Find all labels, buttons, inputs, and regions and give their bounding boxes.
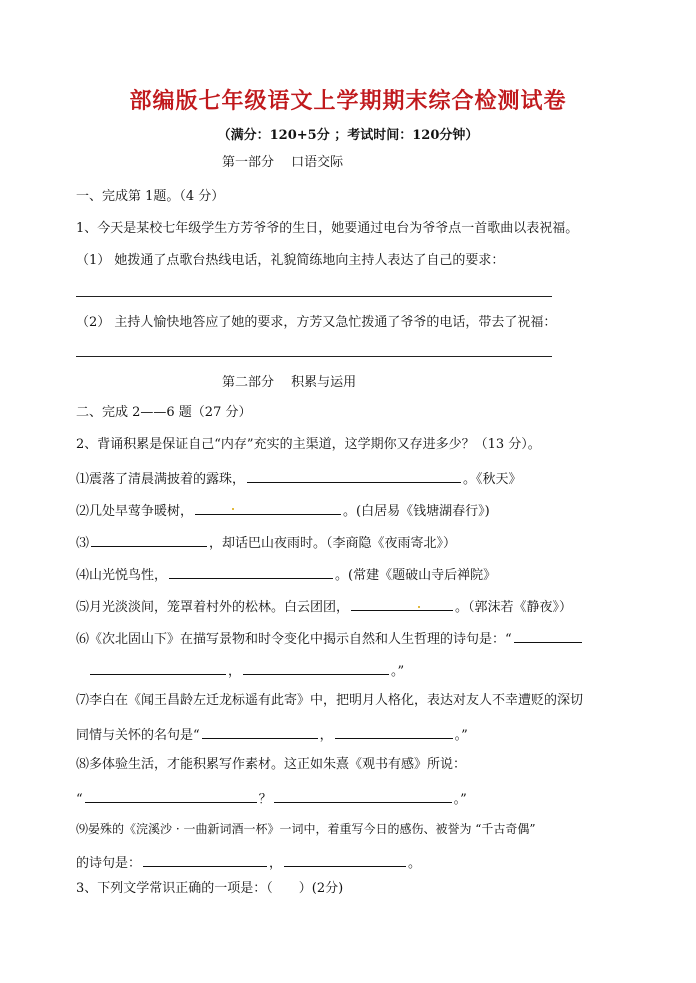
item-9-blank-b[interactable]	[284, 852, 406, 867]
item-8-separator: ？	[258, 792, 272, 807]
item-2-source: 。(白居易《钱塘湖春行》)	[343, 504, 490, 519]
item-1-text: ⑴震落了清晨满披着的露珠，	[76, 472, 246, 487]
item-5-text: ⑸月光淡淡间，笼罩着村外的松林。白云团团，	[76, 600, 350, 615]
item-6-end: 。”	[391, 664, 405, 679]
exam-subtitle: （满分：120+5分 ；考试时间：120分钟）	[217, 128, 479, 143]
item-8-blank-a[interactable]	[85, 788, 257, 803]
item-9-continued	[76, 852, 421, 873]
item-3-text: ，却话巴山夜雨时。（李商隐《夜雨寄北》）	[209, 536, 457, 551]
question-3: 3、下列文学常识正确的一项是：（ ）(2分)	[76, 881, 344, 896]
item-2-text: ⑵几处早莺争暖树，	[76, 504, 194, 519]
item-7-blank-b[interactable]	[335, 724, 453, 739]
item-1-source: 。《秋天》	[463, 472, 522, 487]
item-9-separator: ，	[269, 856, 283, 871]
item-6-blank-a[interactable]	[90, 660, 226, 675]
item-4	[76, 564, 496, 585]
item-5	[76, 596, 572, 617]
item-4-text: ⑷山光悦鸟性，	[76, 568, 168, 583]
part1-heading: 第一部分 口语交际	[222, 155, 344, 170]
item-1-blank[interactable]	[247, 468, 461, 483]
item-8-open: “	[76, 792, 83, 807]
item-4-source: 。(常建《题破山寺后禅院》	[335, 568, 497, 583]
item-6	[76, 628, 584, 649]
item-9-text: ⑼晏殊的《浣溪沙 · 一曲新词酒一杯》一词中，着重写今日的感伤、被誉为 “千古奇偶”	[76, 822, 536, 836]
exam-title: 部编版七年级语文上学期期末综合检测试卷	[129, 89, 567, 114]
yellow-dot-mark	[418, 606, 420, 608]
item-6-blank-start[interactable]	[514, 628, 582, 643]
question-2-intro: 2、背诵积累是保证自己“内存”充实的主渠道，这学期你又存进多少？（13 分）。	[76, 437, 541, 452]
item-6-separator: ，	[228, 664, 242, 679]
item-7-blank-a[interactable]	[202, 724, 318, 739]
part2-section-heading: 二、完成 2——6 题（27 分）	[76, 405, 252, 420]
item-6-text: ⑹《次北固山下》在描写景物和时令变化中揭示自然和人生哲理的诗句是：“	[76, 632, 512, 647]
answer-line-1-1[interactable]	[76, 296, 552, 297]
item-2-blank[interactable]	[195, 500, 341, 515]
item-6-blank-b[interactable]	[243, 660, 389, 675]
item-7-separator: ，	[319, 728, 333, 743]
part2-heading: 第二部分 积累与运用	[222, 375, 357, 390]
item-3	[76, 532, 456, 553]
item-9-end: 。	[408, 856, 422, 871]
question-1-2: （2） 主持人愉快地答应了她的要求，方芳又急忙拨通了爷爷的电话，带去了祝福：	[76, 315, 557, 330]
item-9-text-2: 的诗句是：	[76, 856, 142, 871]
question-1-1: （1） 她拨通了点歌台热线电话，礼貌简练地向主持人表达了自己的要求：	[76, 253, 505, 268]
item-8-end: 。”	[453, 792, 467, 807]
item-3-number: ⑶	[76, 536, 90, 551]
yellow-dot-mark	[232, 508, 234, 510]
item-2	[76, 500, 490, 521]
item-5-blank[interactable]	[351, 596, 453, 611]
item-8-continued	[76, 788, 467, 809]
item-7-continued	[76, 724, 468, 745]
item-4-blank[interactable]	[169, 564, 333, 579]
item-6-continued	[88, 660, 404, 681]
item-7-text-2: 同情与关怀的名句是“	[76, 728, 200, 743]
part1-section-heading: 一、完成第 1题。（4 分）	[76, 189, 225, 204]
item-8	[76, 756, 466, 774]
item-8-text: ⑻多体验生活，才能积累写作素材。这正如朱熹《观书有感》所说：	[76, 757, 467, 772]
item-5-source: 。（郭沫若《静夜》）	[455, 600, 573, 615]
item-9	[76, 820, 536, 838]
item-8-blank-b[interactable]	[274, 788, 452, 803]
item-7-end: 。”	[454, 728, 468, 743]
item-3-blank[interactable]	[91, 532, 207, 547]
item-7	[76, 692, 583, 710]
item-9-blank-a[interactable]	[143, 852, 267, 867]
item-7-text: ⑺李白在《闻王昌龄左迁龙标遥有此寄》中，把明月人格化，表达对友人不幸遭贬的深切	[76, 693, 584, 708]
question-1-intro: 1、今天是某校七年级学生方芳爷爷的生日，她要通过电台为爷爷点一首歌曲以表祝福。	[76, 221, 579, 236]
answer-line-1-2[interactable]	[76, 356, 552, 357]
item-1	[76, 468, 522, 489]
